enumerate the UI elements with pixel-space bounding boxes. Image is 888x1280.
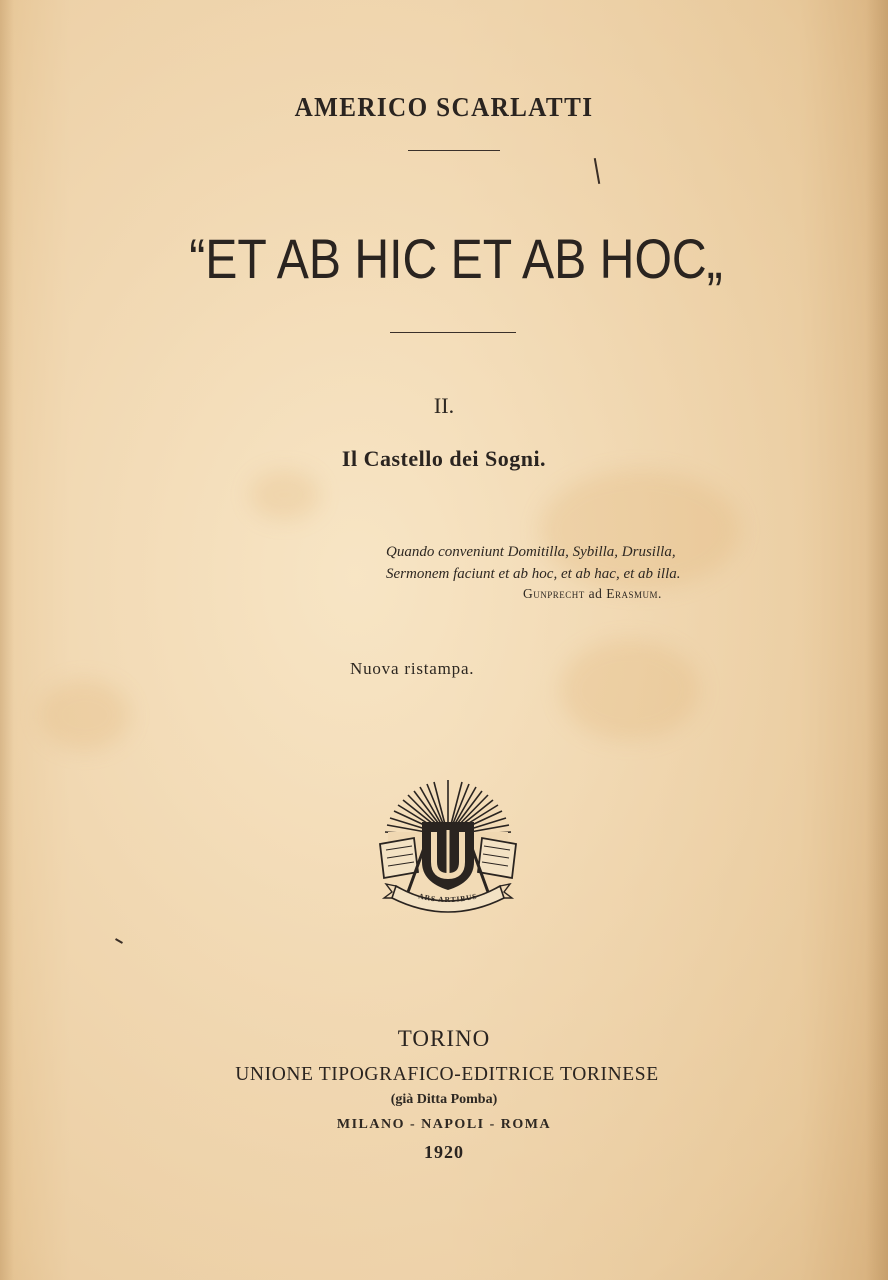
attribution-mid: ad: [584, 586, 607, 601]
imprint-year: 1920: [424, 1142, 464, 1162]
edition-note: Nuova ristampa.: [350, 659, 475, 678]
page-edge-right: [866, 0, 888, 1280]
divider-rule: [390, 332, 516, 333]
paper-stain: [40, 680, 130, 750]
emblem-motto: ARS ARTIBUS: [417, 891, 479, 905]
book-title: “ET AB HIC ET AB HOC„: [189, 227, 723, 290]
attribution-target: Erasmum.: [606, 586, 662, 601]
attribution-name: Gunprecht: [523, 586, 585, 601]
publisher-emblem-icon: [372, 774, 524, 924]
paper-stain: [560, 640, 700, 740]
imprint-cities: MILANO - NAPOLI - ROMA: [336, 1117, 552, 1132]
epigraph-line: Quando conveniunt Domitilla, Sybilla, Drusilla,: [386, 544, 676, 560]
epigraph-line: Sermonem faciunt et ab hoc, et ab hac, et ab illa.: [386, 566, 681, 582]
publisher-emblem-graphic: [372, 774, 524, 924]
imprint-publisher: UNIONE TIPOGRAFICO-EDITRICE TORINESE: [235, 1064, 659, 1085]
epigraph: [386, 541, 681, 585]
paper-stain: [250, 470, 320, 520]
imprint-city: TORINO: [397, 1026, 491, 1051]
volume-subtitle: Il Castello dei Sogni.: [341, 446, 547, 471]
volume-number: II.: [433, 393, 455, 418]
ink-speck: [594, 158, 600, 184]
epigraph-attribution: [523, 585, 662, 603]
ink-speck: [115, 938, 123, 944]
page-edge-left: [0, 0, 14, 1280]
imprint-former-name: (già Ditta Pomba): [390, 1092, 498, 1107]
author-name: AMERICO SCARLATTI: [294, 92, 594, 122]
divider-rule: [408, 150, 500, 151]
